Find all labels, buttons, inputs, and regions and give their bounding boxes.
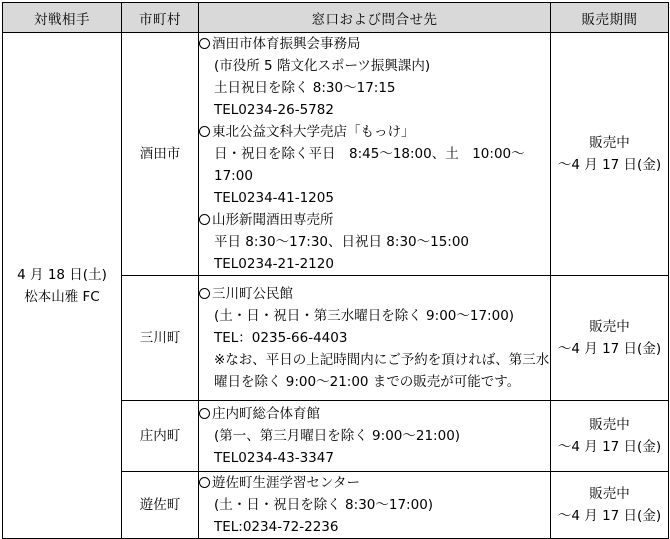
circle-bullet-icon (199, 126, 210, 137)
sales-end-date: ～4 月 17 日(金) (557, 157, 662, 173)
match-date: 4 月 18 日(土) (17, 266, 107, 283)
venue-phone: TEL0234-41-1205 (214, 190, 334, 206)
sales-period-cell (551, 472, 669, 539)
venue-phone: TEL:0234-72-2236 (214, 519, 339, 535)
venue-detail: 平日 8:30～17:30、日祝日 8:30～15:00 (214, 234, 470, 250)
header-sales-period: 販売期間 (551, 3, 669, 33)
venue-entry (199, 33, 550, 121)
sales-status: 販売中 (589, 135, 630, 151)
circle-bullet-icon (199, 214, 210, 225)
municipality-cell: 酒田市 (122, 33, 199, 276)
municipality-cell: 庄内町 (122, 401, 199, 472)
venue-name: 三川町公民館 (212, 286, 293, 302)
municipality-cell: 遊佐町 (122, 472, 199, 539)
venue-entry (199, 209, 550, 275)
header-municipality: 市町村 (122, 3, 199, 33)
venue-name: 庄内町総合体育館 (212, 406, 320, 422)
header-row (3, 3, 669, 33)
header-opponent: 対戦相手 (3, 3, 122, 33)
venue-entry (199, 472, 550, 538)
venue-name: 遊佐町生涯学習センター (212, 475, 360, 491)
sales-status: 販売中 (589, 417, 630, 433)
venue-detail: 17:00 (214, 168, 253, 184)
venue-detail: 土日祝日を除く 8:30～17:15 (214, 80, 396, 96)
opponent-cell (3, 33, 122, 539)
venue-entry (199, 403, 550, 469)
venue-phone: TEL0234-26-5782 (214, 102, 334, 118)
contacts-cell (199, 401, 551, 472)
municipality-cell: 三川町 (122, 276, 199, 401)
venue-entry (199, 121, 550, 209)
sales-period-cell (551, 276, 669, 401)
contacts-cell (199, 33, 551, 276)
venue-detail: (市役所 5 階文化スポーツ振興課内) (214, 58, 431, 74)
venue-detail: 日・祝日を除く平日 8:45～18:00、土 10:00～ (214, 146, 525, 162)
venue-name: 山形新聞酒田専売所 (212, 212, 334, 228)
venue-phone: TEL0234-43-3347 (214, 450, 334, 466)
venue-name: 東北公益文科大学売店「もっけ」 (212, 124, 415, 140)
opponent-team: 松本山雅 FC (24, 288, 100, 305)
header-contacts: 窓口および問合せ先 (199, 3, 551, 33)
sales-status: 販売中 (589, 486, 630, 502)
sales-period-cell (551, 401, 669, 472)
sales-status: 販売中 (589, 319, 630, 335)
sales-end-date: ～4 月 17 日(金) (557, 341, 662, 357)
venue-detail: (土・日・祝日を除く 8:30～17:00) (214, 497, 434, 513)
circle-bullet-icon (199, 288, 210, 299)
sales-period-cell (551, 33, 669, 276)
venue-detail: (第一、第三月曜日を除く 9:00～21:00) (214, 428, 461, 444)
sales-end-date: ～4 月 17 日(金) (557, 508, 662, 524)
venue-phone: TEL：0235-66-4403 (214, 330, 348, 346)
venue-entry (199, 283, 550, 393)
circle-bullet-icon (199, 477, 210, 488)
circle-bullet-icon (199, 408, 210, 419)
venue-detail: (土・日・祝日・第三水曜日を除く 9:00～17:00) (214, 308, 515, 324)
contacts-cell (199, 276, 551, 401)
venue-note: ※なお、平日の上記時間内にご予約を頂ければ、第三水曜日を除く 9:00～21:00 までの販売が可能です。 (214, 352, 550, 390)
circle-bullet-icon (199, 38, 210, 49)
table-row (3, 33, 669, 276)
sales-end-date: ～4 月 17 日(金) (557, 439, 662, 455)
venue-name: 酒田市体育振興会事務局 (212, 36, 361, 52)
venue-phone: TEL0234-21-2120 (214, 256, 334, 272)
ticket-sales-table (2, 2, 669, 539)
contacts-cell (199, 472, 551, 539)
